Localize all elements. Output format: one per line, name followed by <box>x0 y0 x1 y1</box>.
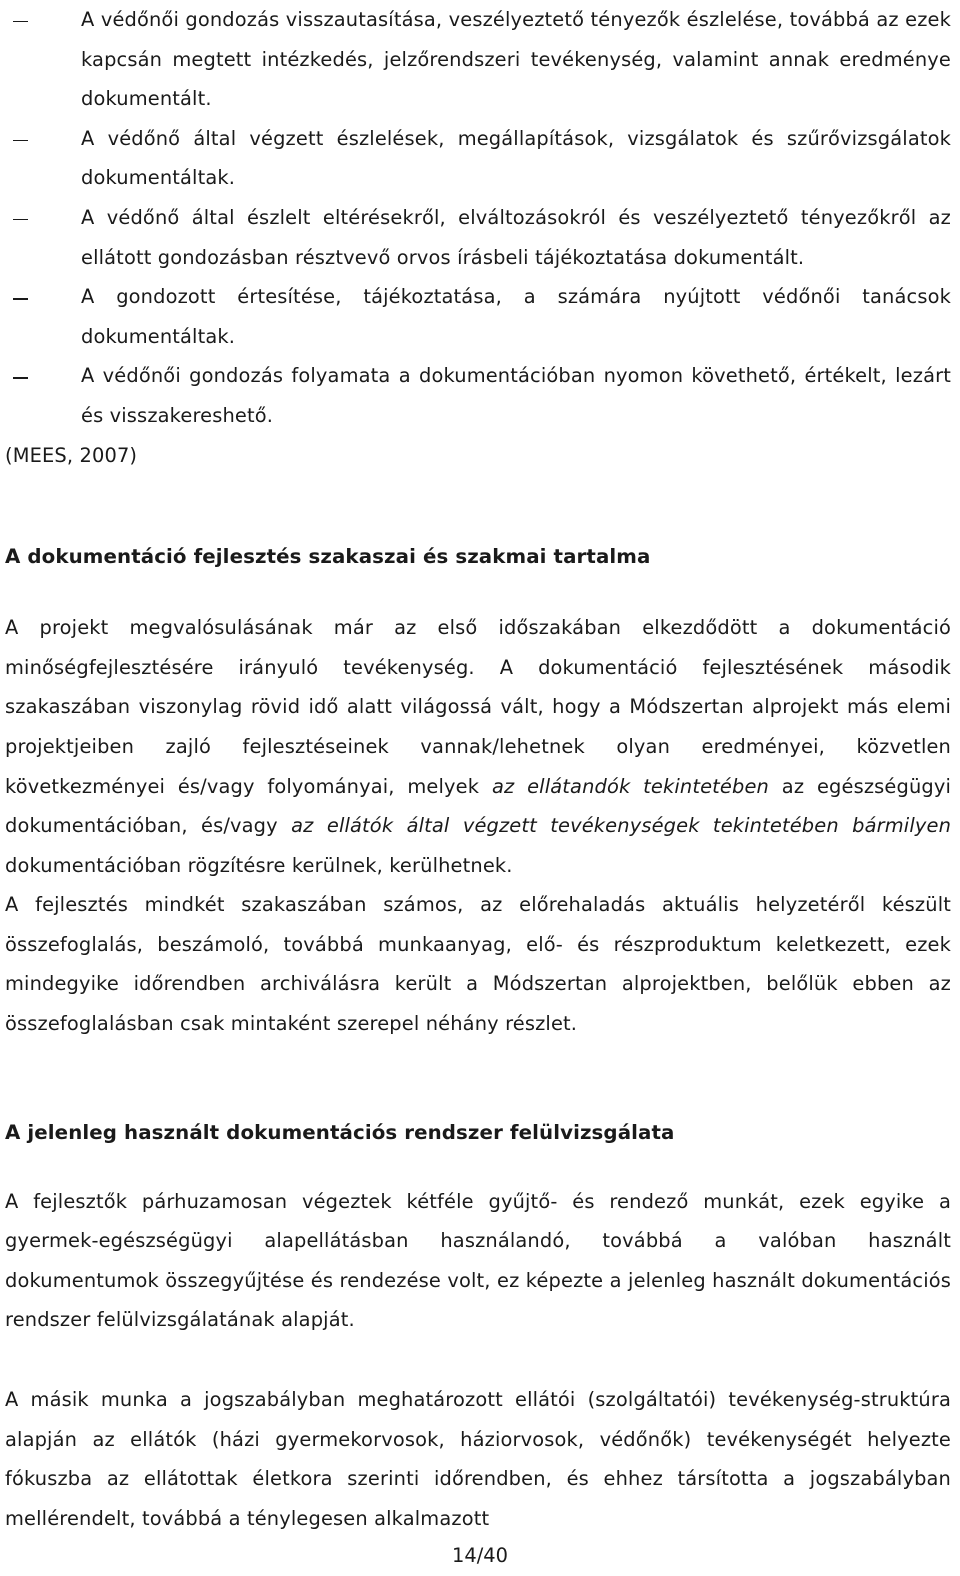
paragraph-archiving: A fejlesztés mindkét szakaszában számos, az előrehaladás aktuális helyzetéről készült összefoglalás, beszámoló, továbbá munkaanyag, elő- és részproduktum keletkezett, ezek mindegyike időrendben archiválásra került a Módszertan alprojektben, belőlük ebben az összefoglalásban csak mintaként szerepel néhány részlet. <box>5 893 951 1036</box>
paragraph-text: az egészségügyi dokumentációban, és/vagy <box>5 774 952 838</box>
paragraph-other-work: A másik munka a jogszabályban meghatározott ellátói (szolgáltatói) tevékenység-struktúra alapján az ellátók (házi gyermekorvosok, háziorvosok, védőnők) tevékenységét helyezte fókuszba az ellátottak életkora szerinti időrendben, és ehhez társította a jogszabályban mellérendelt, továbbá a ténylegesen alkalmazott <box>5 1388 951 1530</box>
list-item <box>5 198 951 277</box>
list-item-text: A gondozott értesítése, tájékoztatása, a számára nyújtott védőnői tanácsok dokumentáltak. <box>81 285 951 348</box>
page-content <box>5 0 951 1538</box>
page-number: 14/40 <box>452 1544 508 1567</box>
paragraph-development-stages <box>5 608 951 885</box>
list-item-text: A védőnői gondozás visszautasítása, veszélyeztető tényezők észlelése, továbbá az ezek kapcsán megtett intézkedés, jelzőrendszeri tevékenység, valamint annak eredménye dokumentált. <box>81 8 951 111</box>
paragraph-text: dokumentációban rögzítésre kerülnek, kerülhetnek. <box>5 853 513 877</box>
citation: (MEES, 2007) <box>5 443 138 467</box>
list-item <box>5 356 951 435</box>
list-item <box>5 0 951 119</box>
list-item <box>5 119 951 198</box>
paragraph-text: A projekt megvalósulásának már az első időszakában elkezdődött a dokumentáció minőségfejlesztésére irányuló tevékenység. A dokumentáció fejlesztésének második szakaszában viszonylag rövid idő alatt világossá vált, hogy a Módszertan alprojekt más elemi projektjeiben zajló fejlesztéseinek vannak/lehetnek olyan eredményei, közvetlen következményei és/vagy folyományai, melyek <box>5 616 951 798</box>
section-heading-system-review: A jelenleg használt dokumentációs rendszer felülvizsgálata <box>5 1120 675 1144</box>
list-item-text: A védőnő által észlelt eltérésekről, elváltozásokról és veszélyeztető tényezőkről az ellátott gondozásban résztvevő orvos írásbeli tájékoztatása dokumentált. <box>81 205 951 269</box>
list-item-text: A védőnő által végzett észlelések, megállapítások, vizsgálatok és szűrővizsgálatok dokumentáltak. <box>81 126 951 190</box>
paragraph-collection-work: A fejlesztők párhuzamosan végeztek kétféle gyűjtő- és rendező munkát, ezek egyike a gyermek-egészségügyi alapellátásban használandó, továbbá a valóban használt dokumentumok összegyűjtése és rendezése volt, ez képezte a jelenleg használt dokumentációs rendszer felülvizsgálatának alapját. <box>5 1189 951 1332</box>
requirements-list <box>5 0 951 436</box>
emphasis-text: az ellátandók tekintetében <box>491 774 769 798</box>
section-heading-development-stages: A dokumentáció fejlesztés szakaszai és szakmai tartalma <box>5 545 651 569</box>
list-item-text: A védőnői gondozás folyamata a dokumentációban nyomon követhető, értékelt, lezárt és visszakereshető. <box>81 364 951 427</box>
emphasis-text: az ellátók által végzett tevékenységek tekintetében bármilyen <box>291 814 952 838</box>
list-item <box>5 277 951 356</box>
